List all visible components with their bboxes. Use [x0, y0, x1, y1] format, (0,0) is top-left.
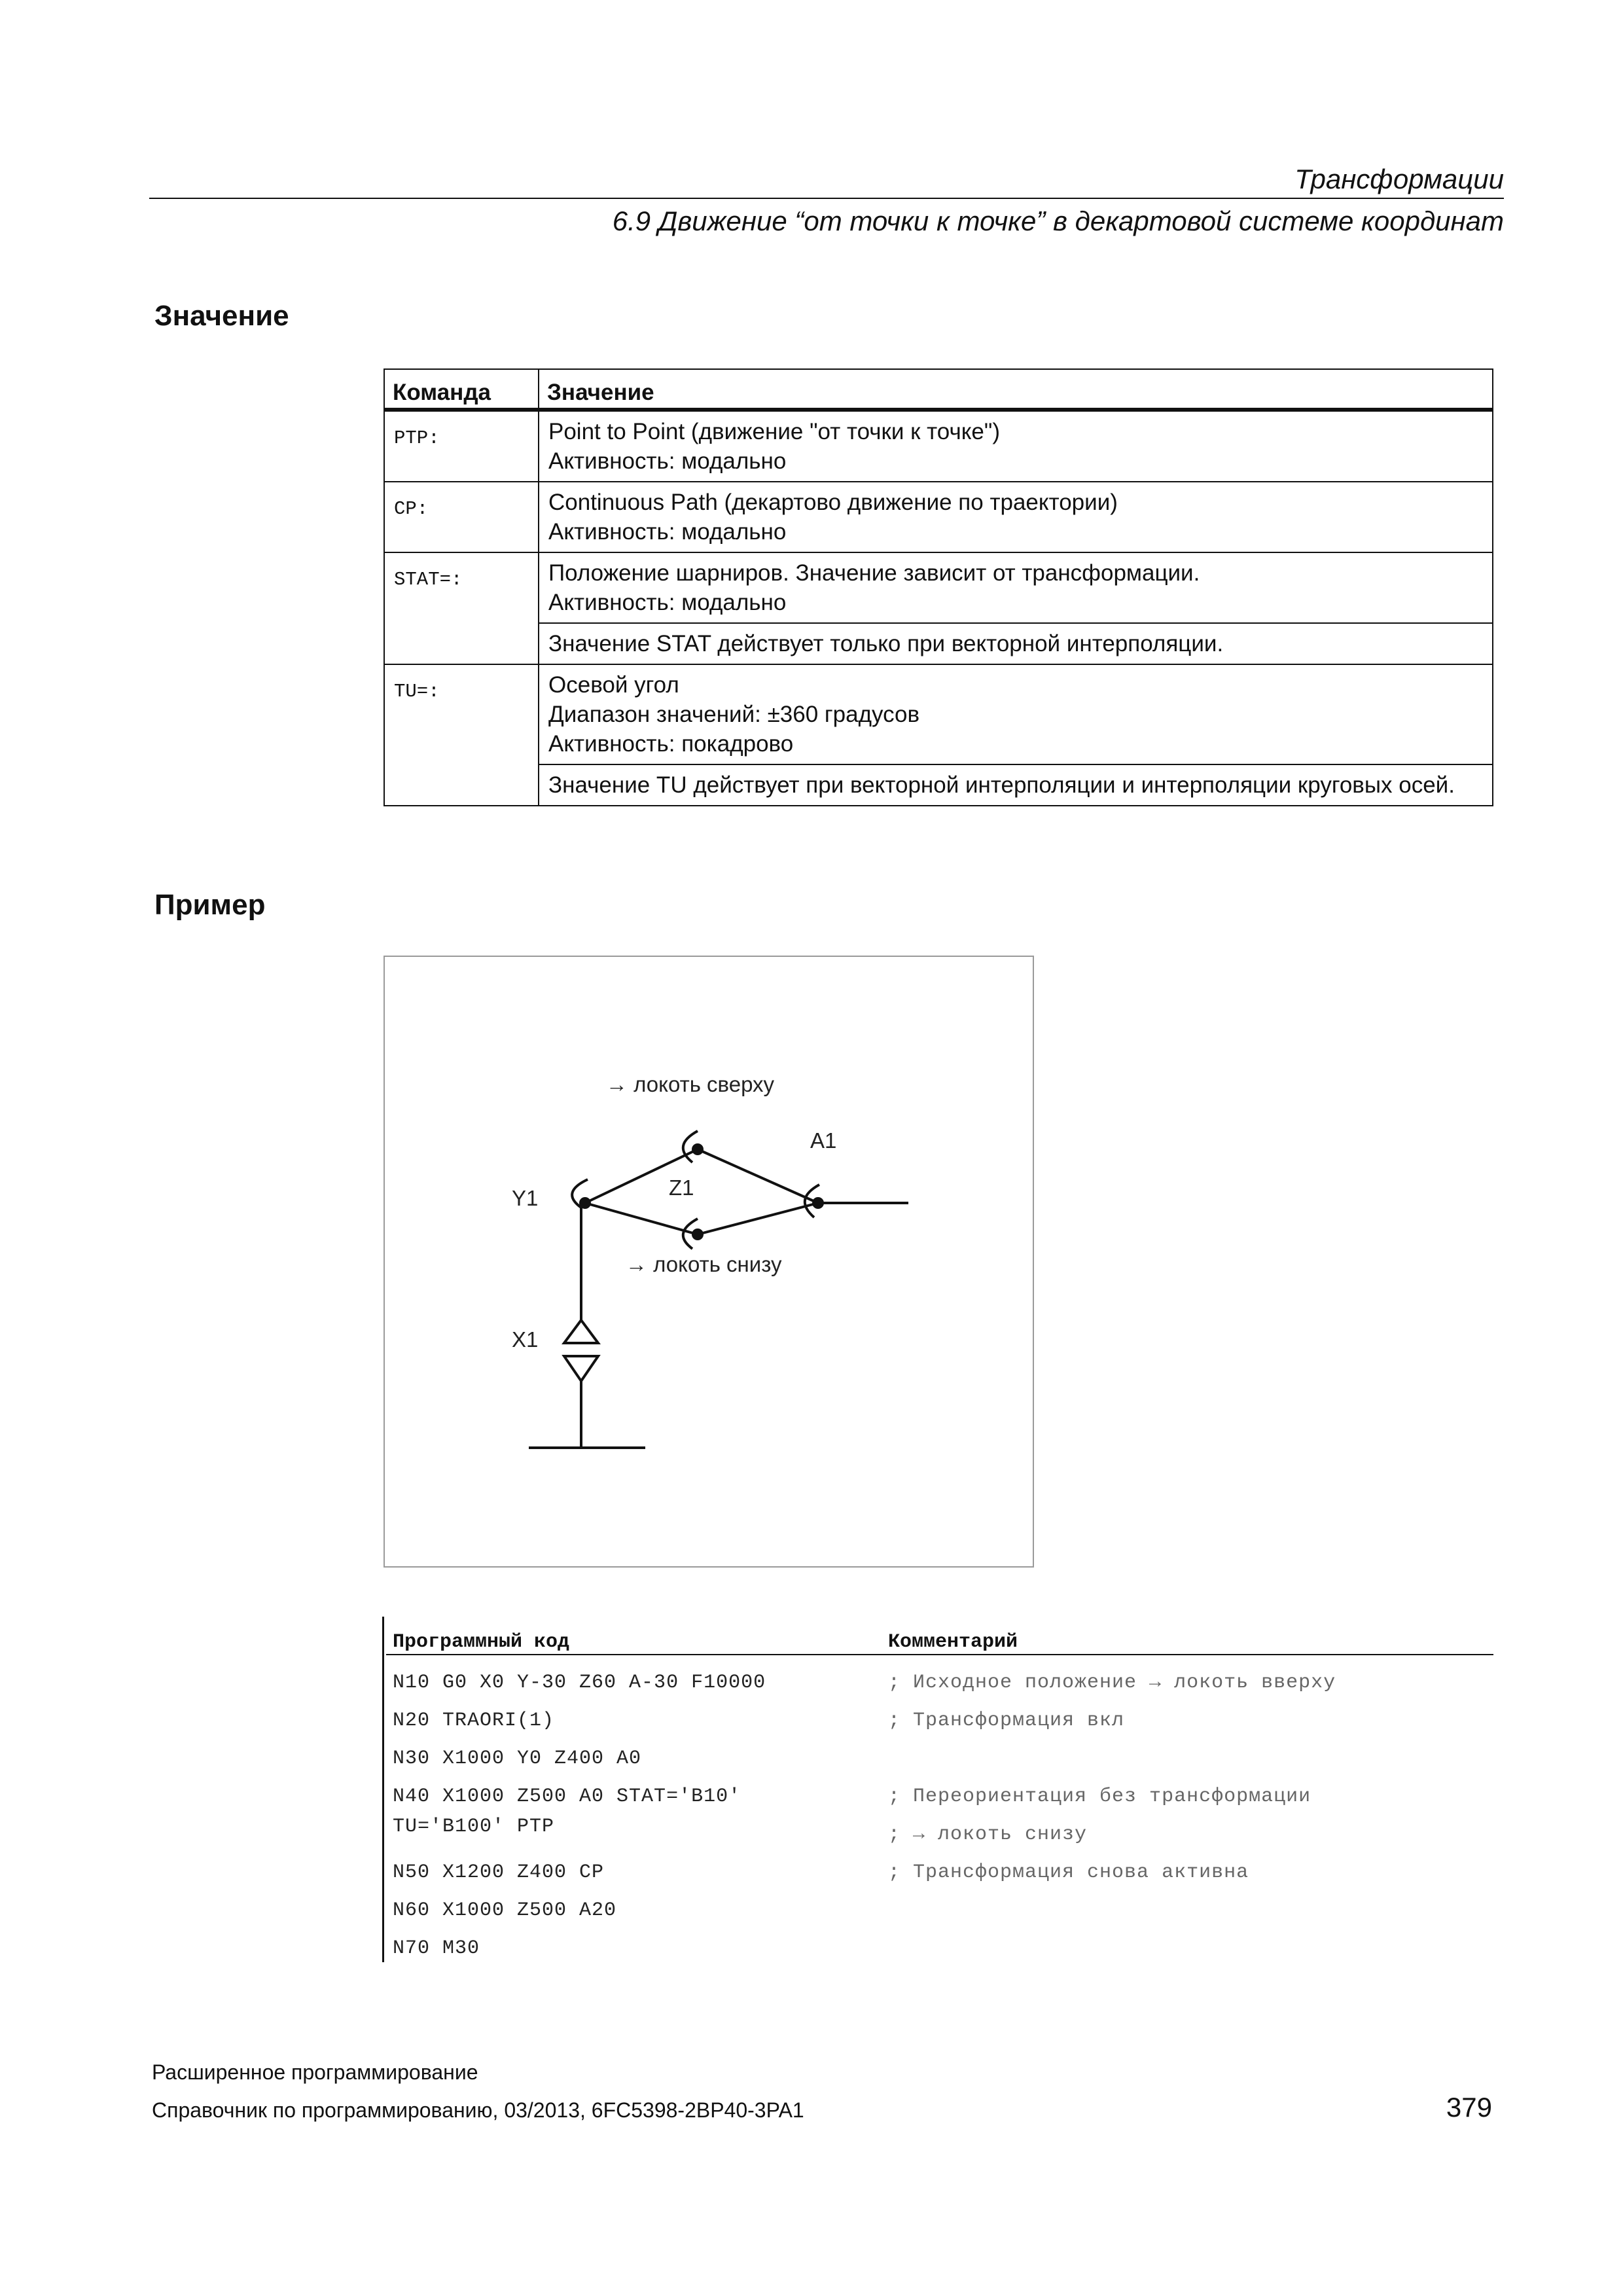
code-header-rule [386, 1654, 1493, 1655]
code-line: N50 X1200 Z400 CP [393, 1861, 605, 1884]
example-heading: Пример [154, 889, 266, 921]
x1-joint-upper-triangle [564, 1320, 598, 1343]
code-line: N30 X1000 Y0 Z400 A0 [393, 1748, 642, 1770]
meaning-line: Активность: модально [548, 448, 787, 474]
table-row [384, 552, 1493, 623]
command-cell: CP: [384, 482, 539, 552]
code-line: N10 G0 X0 Y-30 Z60 A-30 F10000 [393, 1672, 766, 1694]
meaning-cell [539, 482, 1493, 552]
meaning-line: Continuous Path (декартово движение по траектории) [548, 490, 1118, 515]
comment-column-header: Комментарий [888, 1631, 1018, 1653]
column-header-command: Команда [384, 369, 539, 410]
z1-label: Z1 [669, 1175, 694, 1200]
meaning-line: Положение шарниров. Значение зависит от трансформации. [548, 560, 1200, 586]
lower-arm-link-1 [585, 1203, 698, 1234]
meaning-table-header [384, 369, 1493, 410]
command-cell: STAT=: [384, 552, 539, 664]
header-rule [149, 198, 1504, 199]
meaning-table [383, 368, 1493, 806]
command-cell: TU=: [384, 664, 539, 806]
table-row [384, 410, 1493, 482]
meaning-line: Диапазон значений: ±360 градусов [548, 702, 920, 727]
kinematics-figure [383, 956, 1034, 1568]
header-section-title: Трансформации [1294, 164, 1504, 194]
footer-title: Расширенное программирование [152, 2060, 478, 2084]
meaning-note-cell: Значение STAT действует только при векторной интерполяции. [539, 623, 1493, 664]
footer-reference: Справочник по программированию, 03/2013, 6FC5398-2BP40-3PA1 [152, 2098, 804, 2122]
a1-label: A1 [810, 1128, 837, 1153]
code-line: N20 TRAORI(1) [393, 1710, 555, 1732]
z1-upper-joint-dot [692, 1143, 704, 1155]
code-line: N70 M30 [393, 1937, 480, 1960]
y1-label: Y1 [512, 1186, 539, 1210]
code-line: TU='B100' PTP [393, 1816, 555, 1838]
table-row [384, 664, 1493, 764]
x1-label: X1 [512, 1327, 539, 1352]
table-row [384, 764, 1493, 806]
meaning-line: Активность: модально [548, 519, 787, 545]
y1-joint-dot [579, 1197, 591, 1209]
upper-arm-link-2 [698, 1149, 818, 1203]
meaning-line: Осевой угол [548, 672, 679, 698]
a1-joint-dot [812, 1197, 824, 1209]
code-line: N40 X1000 Z500 A0 STAT='B10' [393, 1785, 741, 1808]
meaning-note-cell: Значение TU действует при векторной интерполяции и интерполяции круговых осей. [539, 764, 1493, 806]
code-line: N60 X1000 Z500 A20 [393, 1899, 617, 1922]
code-table-left-bar [382, 1617, 384, 1962]
code-comment: ; Трансформация снова активна [888, 1861, 1249, 1884]
code-comment: ; → локоть снизу [888, 1823, 1088, 1846]
command-cell: PTP: [384, 410, 539, 482]
z1-lower-joint-dot [692, 1229, 704, 1240]
meaning-cell [539, 410, 1493, 482]
header-subsection-title: 6.9 Движение “от точки к точке” в декартовой системе координат [612, 206, 1504, 236]
column-header-meaning: Значение [539, 369, 1493, 410]
meaning-cell [539, 664, 1493, 764]
table-row [384, 482, 1493, 552]
elbow-up-label: → локоть сверху [606, 1072, 775, 1096]
code-comment: ; Трансформация вкл [888, 1710, 1125, 1732]
meaning-line: Активность: модально [548, 590, 787, 615]
page-number: 379 [1446, 2092, 1492, 2123]
code-comment: ; Переориентация без трансформации [888, 1785, 1311, 1808]
meaning-cell [539, 552, 1493, 623]
x1-joint-lower-triangle [564, 1356, 598, 1381]
code-column-header: Программный код [393, 1631, 570, 1653]
meaning-heading: Значение [154, 300, 289, 332]
meaning-line: Активность: покадрово [548, 731, 794, 757]
table-row [384, 623, 1493, 664]
elbow-down-label: → локоть снизу [626, 1252, 782, 1276]
lower-arm-link-2 [698, 1203, 818, 1234]
code-comment: ; Исходное положение → локоть вверху [888, 1672, 1336, 1694]
meaning-line: Point to Point (движение "от точки к точке") [548, 419, 1000, 444]
